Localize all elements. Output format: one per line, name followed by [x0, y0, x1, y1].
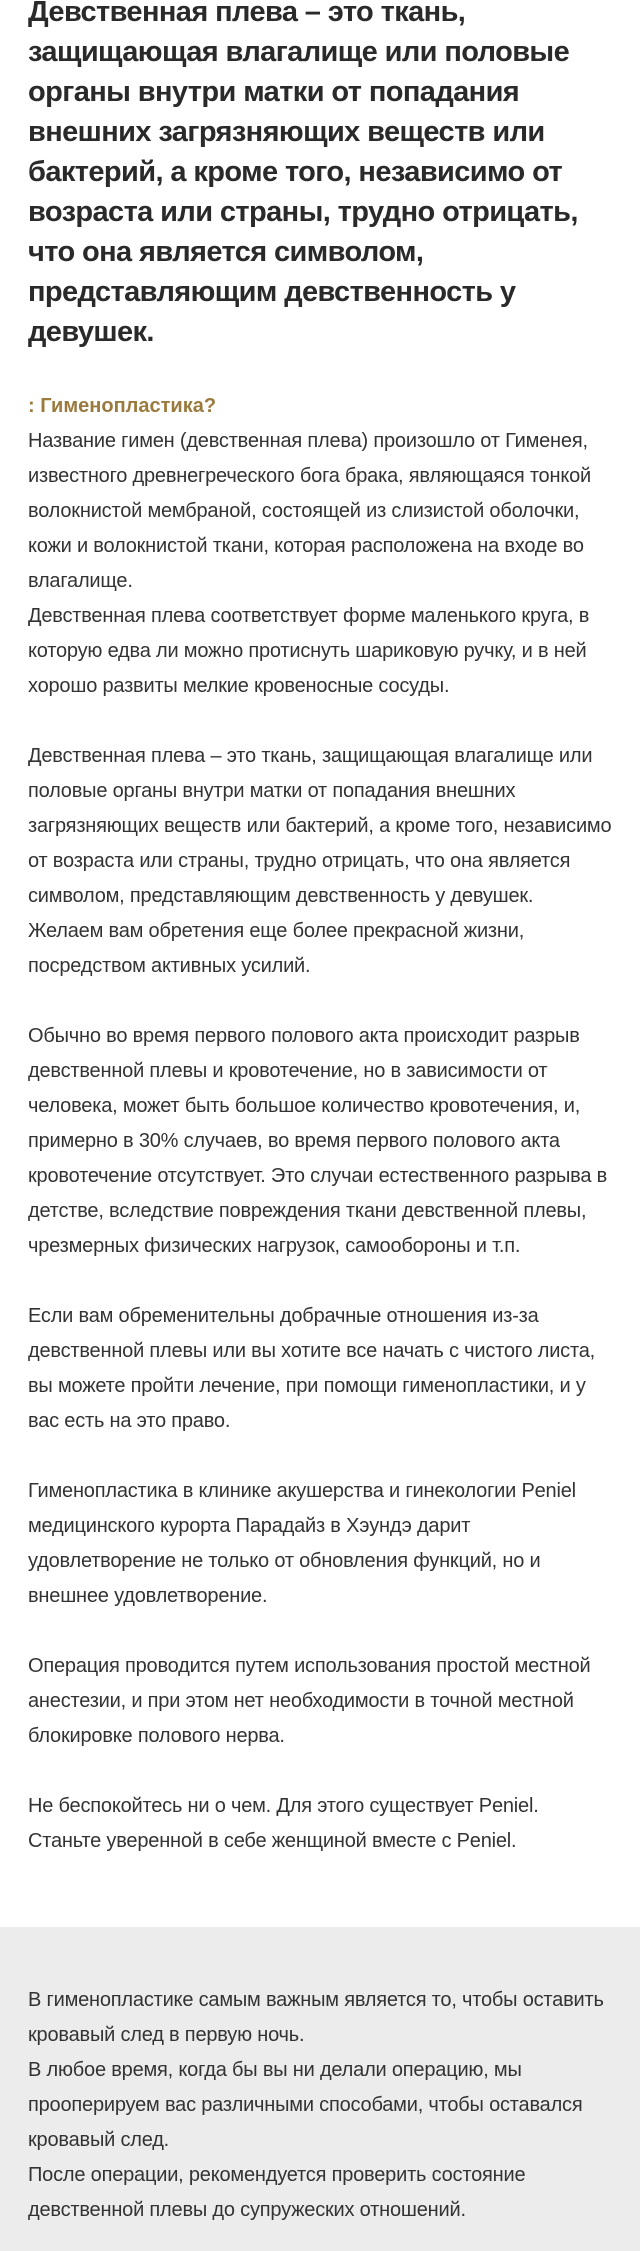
- paragraph-anesthesia: [28, 1649, 612, 1754]
- paragraph-line: Название гимен (девственная плева) произошло от Гименея, известного древнегреческого бога брака, являющаяся тонкой волокнистой мембраной, состоящей из слизистой оболочки, кожи и волокнистой ткани, которая расположена на входе во влагалище.: [28, 430, 591, 592]
- paragraph-clinic: [28, 1474, 612, 1614]
- paragraph-line: Операция проводится путем использования простой местной анестезии, и при этом нет необходимости в точной местной блокировке полового нерва.: [28, 1655, 591, 1747]
- section-label: : Гименопластика?: [28, 395, 217, 417]
- paragraph-line: Девственная плева соответствует форме маленького круга, в которую едва ли можно протиснуть шариковую ручку, и в ней хорошо развиты мелкие кровеносные сосуды.: [28, 605, 590, 697]
- article-body: [0, 388, 640, 1859]
- note-box: [0, 1927, 640, 2251]
- paragraph-hymen-definition: [28, 424, 612, 704]
- paragraph-line: Не беспокойтесь ни о чем. Для этого существует Peniel. Станьте уверенной в себе женщиной вместе с Peniel.: [28, 1795, 539, 1852]
- paragraph-line: Девственная плева – это ткань, защищающая влагалище или половые органы внутри матки от попадания внешних загрязняющих веществ или бактерий, а кроме того, независимо от возраста или страны, трудно отрицать, что она является символом, представляющим девственность у девушек.: [28, 745, 612, 907]
- paragraph-confidence: [28, 1789, 612, 1859]
- page-title: Девственная плева – это ткань, защищающая влагалище или половые органы внутри матки от попадания внешних загрязняющих веществ или бактерий, а кроме того, независимо от возраста или страны, трудно отрицать, что она является символом, представляющим девственность у девушек.: [28, 0, 578, 348]
- paragraph-hymen-function: [28, 739, 612, 984]
- note-line: В любое время, когда бы вы ни делали операцию, мы прооперируем вас различными способами, чтобы оставался кровавый след.: [28, 2059, 583, 2151]
- paragraph-line: Обычно во время первого полового акта происходит разрыв девственной плевы и кровотечение, но в зависимости от человека, может быть большое количество кровотечения, и, примерно в 30% случаев, во время первого полового акта кровотечение отсутствует. Это случаи естественного разрыва в детстве, вследствие повреждения ткани девственной плевы, чрезмерных физических нагрузок, самообороны и т.п.: [28, 1025, 608, 1257]
- paragraph-line: Желаем вам обретения еще более прекрасной жизни, посредством активных усилий.: [28, 920, 525, 977]
- paragraph-treatment-right: [28, 1299, 612, 1439]
- note-line: В гименопластике самым важным является то, чтобы оставить кровавый след в первую ночь.: [28, 1989, 604, 2046]
- paragraph-first-intercourse: [28, 1019, 612, 1264]
- paragraph-line: Гименопластика в клинике акушерства и гинекологии Peniel медицинского курорта Парадайз в Хэундэ дарит удовлетворение не только от обновления функций, но и внешнее удовлетворение.: [28, 1480, 576, 1607]
- paragraph-line: Если вам обременительны добрачные отношения из-за девственной плевы или вы хотите все начать с чистого листа, вы можете пройти лечение, при помощи гименопластики, и у вас есть на это право.: [28, 1305, 595, 1432]
- note-line: После операции, рекомендуется проверить состояние девственной плевы до супружеских отношений.: [28, 2164, 526, 2221]
